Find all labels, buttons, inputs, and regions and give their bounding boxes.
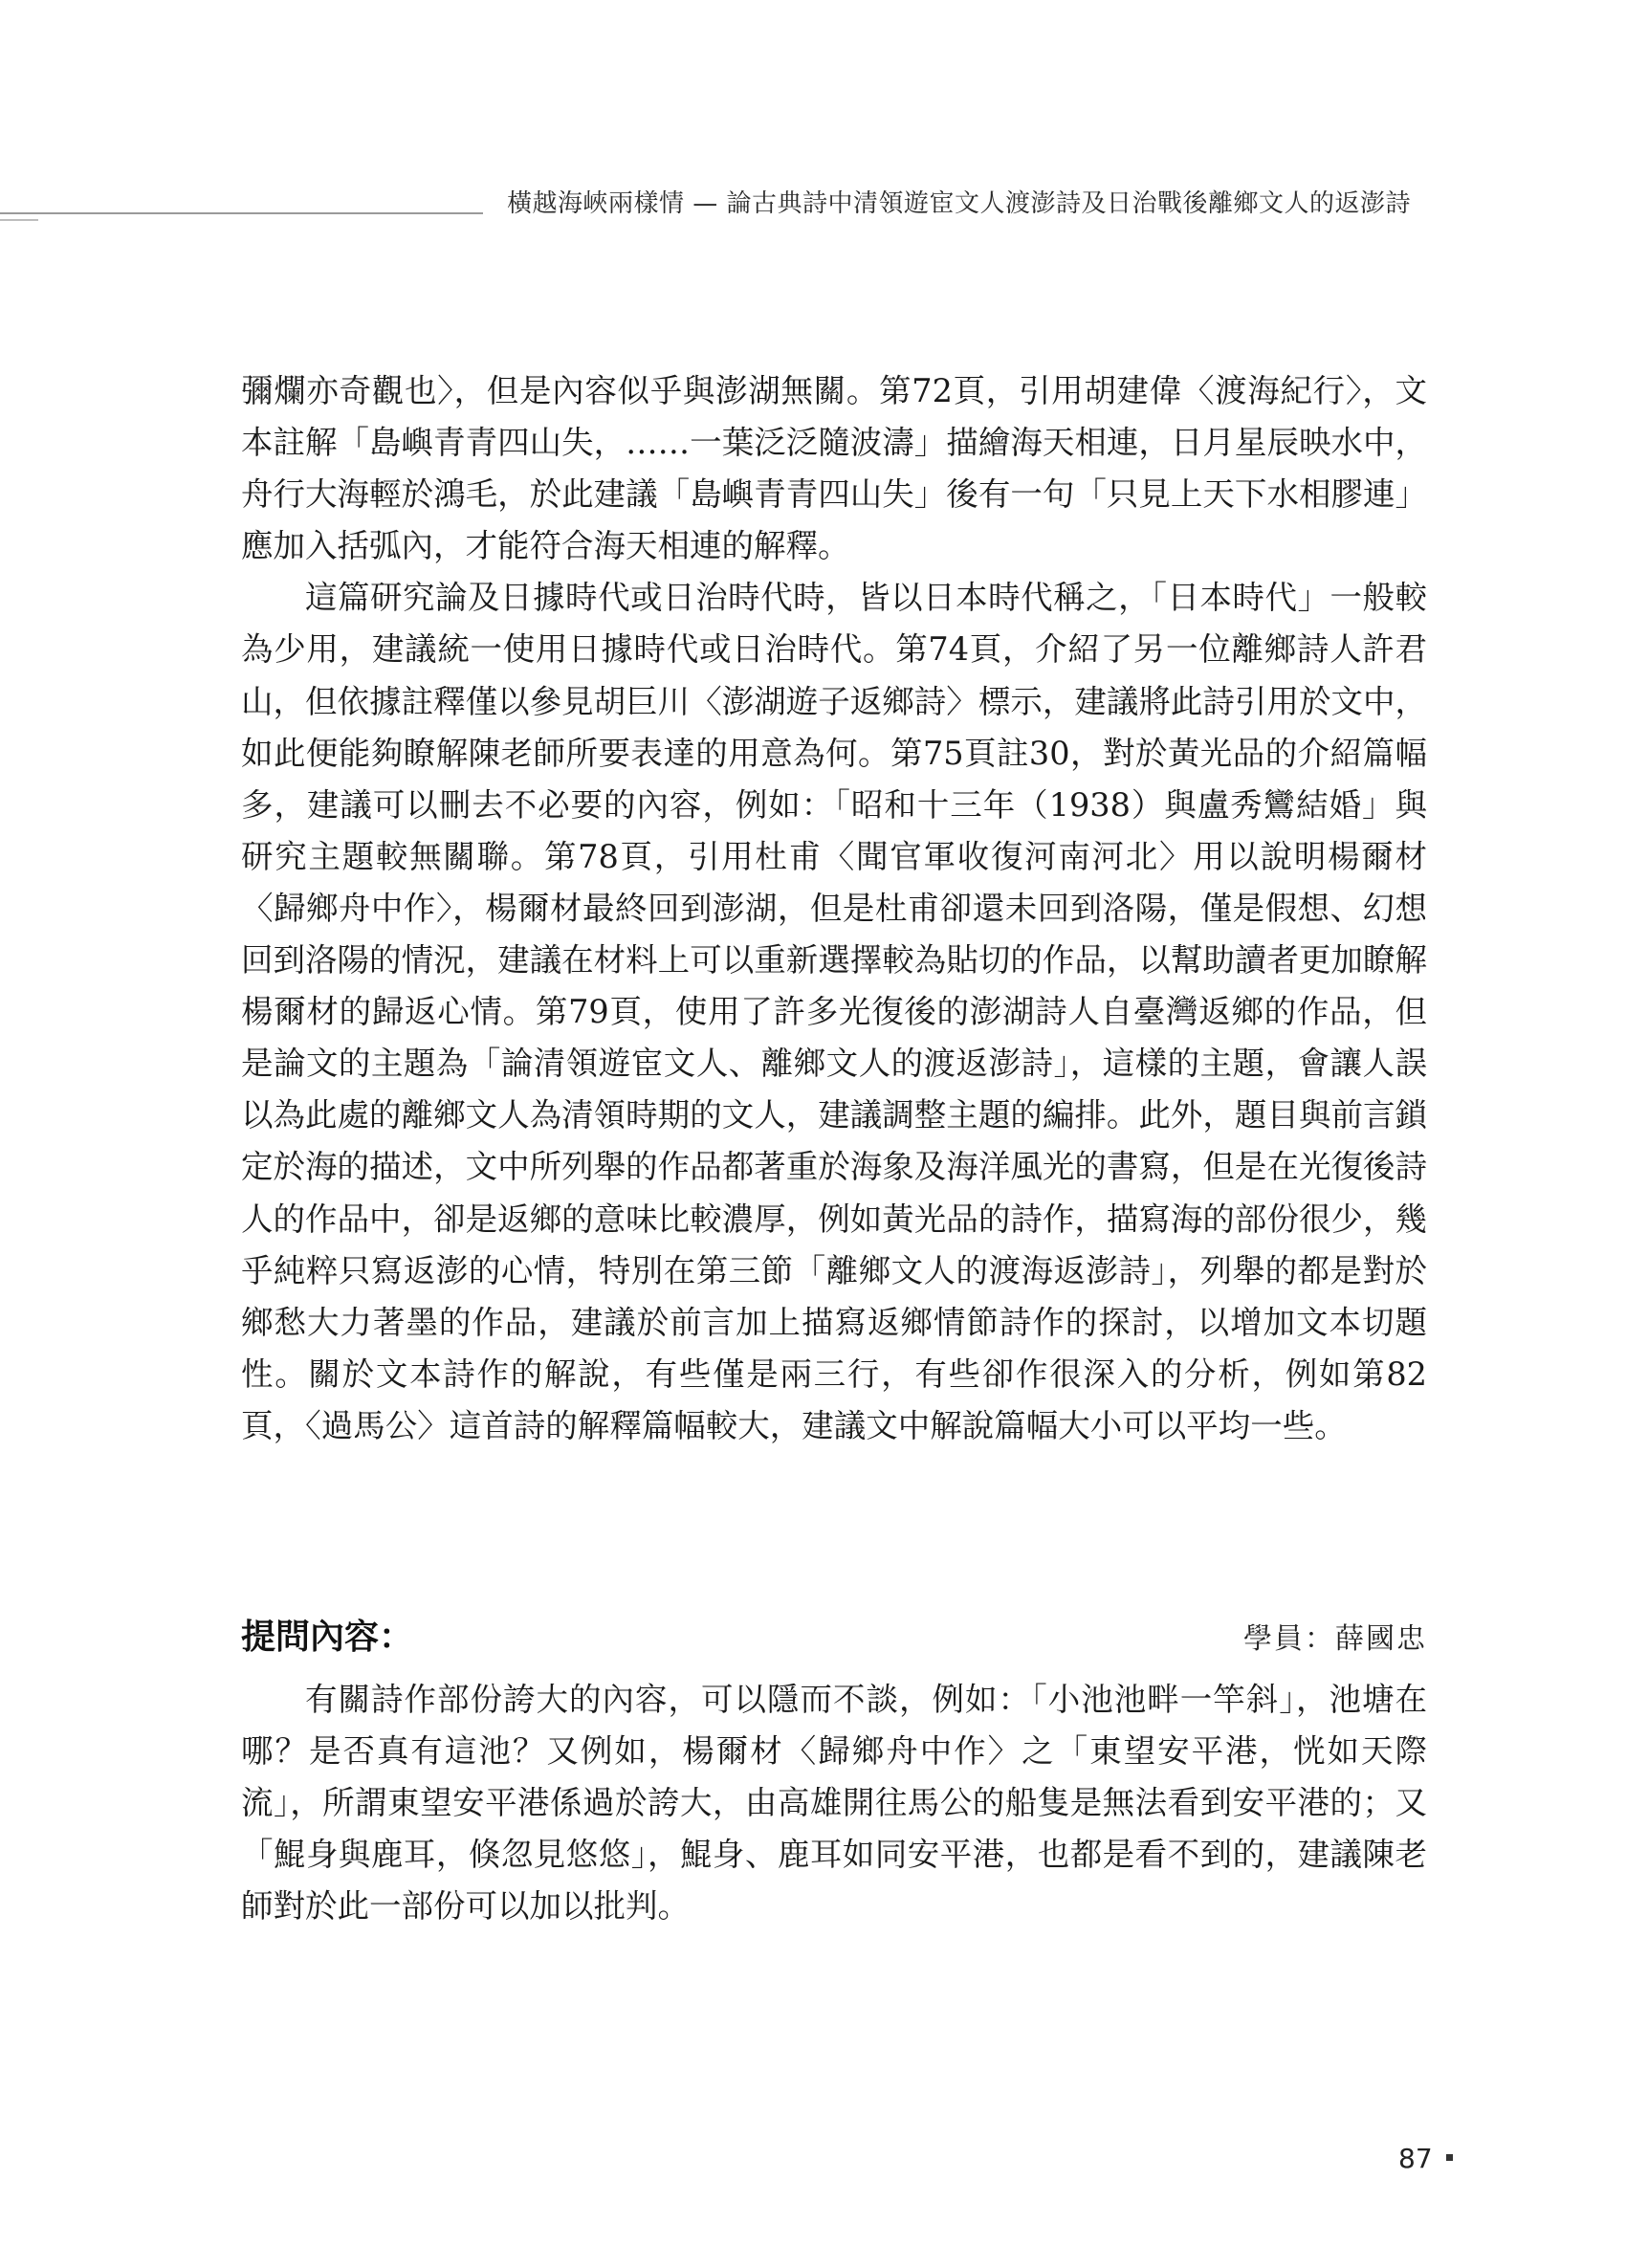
page-number: 87 — [1398, 2143, 1433, 2174]
page-marker-square — [1446, 2154, 1453, 2161]
question-section — [241, 1617, 1427, 1932]
main-body — [241, 365, 1427, 1452]
question-header — [241, 1617, 1427, 1662]
question-paragraph: 有關詩作部份誇大的內容，可以隱而不談，例如：「小池池畔一竿斜」，池塘在哪？是否真有這池？又例如，楊爾材〈歸鄉舟中作〉之「東望安平港，恍如天際流」，所謂東望安平港係過於誇大，由高雄開往馬公的船隻是無法看到安平港的；又「鯤身與鹿耳，倏忽見悠悠」，鯤身、鹿耳如同安平港，也都是看不到的，建議陳老師對於此一部份可以加以批判。 — [241, 1681, 1427, 1926]
question-author: 學員：薛國忠 — [1243, 1622, 1427, 1656]
header-rule-accent — [0, 219, 38, 221]
paragraph-review: 這篇研究論及日據時代或日治時代時，皆以日本時代稱之，「日本時代」一般較為少用，建議統一使用日據時代或日治時代。第74頁，介紹了另一位離鄉詩人許君山，但依據註釋僅以參見胡巨川〈澎湖遊子返鄉詩〉標示，建議將此詩引用於文中，如此便能夠瞭解陳老師所要表達的用意為何。第75頁註30，對於黃光品的介紹篇幅多，建議可以刪去不必要的內容，例如：「昭和十三年（1938）與盧秀鸞結婚」與研究主題較無關聯。第78頁，引用杜甫〈聞官軍收復河南河北〉用以說明楊爾材〈歸鄉舟中作〉，楊爾材最終回到澎湖，但是杜甫卻還未回到洛陽，僅是假想、幻想回到洛陽的情況，建議在材料上可以重新選擇較為貼切的作品，以幫助讀者更加瞭解楊爾材的歸返心情。第79頁，使用了許多光復後的澎湖詩人自臺灣返鄉的作品，但是論文的主題為「論清領遊宦文人、離鄉文人的渡返澎詩」，這樣的主題，會讓人誤以為此處的離鄉文人為清領時期的文人，建議調整主題的編排。此外，題目與前言鎖定於海的描述，文中所列舉的作品都著重於海象及海洋風光的書寫，但是在光復後詩人的作品中，卻是返鄉的意味比較濃厚，例如黃光品的詩作，描寫海的部份很少，幾乎純粹只寫返澎的心情，特別在第三節「離鄉文人的渡海返澎詩」，列舉的都是對於鄉愁大力著墨的作品，建議於前言加上描寫返鄉情節詩作的探討，以增加文本切題性。關於文本詩作的解說，有些僅是兩三行，有些卻作很深入的分析，例如第82頁，〈過馬公〉這首詩的解釋篇幅較大，建議文中解說篇幅大小可以平均一些。 — [241, 579, 1427, 1444]
paragraph-continued: 彌爛亦奇觀也〉，但是內容似乎與澎湖無關。第72頁，引用胡建偉〈渡海紀行〉，文本註解「島嶼青青四山失，……一葉泛泛隨波濤」描繪海天相連，日月星辰映水中，舟行大海輕於鴻毛，於此建議「島嶼青青四山失」後有一句「只見上天下水相膠連」應加入括弧內，才能符合海天相連的解釋。 — [241, 372, 1427, 565]
question-body — [241, 1674, 1427, 1932]
header-rule — [0, 212, 483, 214]
question-title: 提問內容： — [241, 1618, 414, 1657]
running-header: 橫越海峽兩樣情 — 論古典詩中清領遊宦文人渡澎詩及日治戰後離鄉文人的返澎詩 — [507, 189, 1412, 218]
